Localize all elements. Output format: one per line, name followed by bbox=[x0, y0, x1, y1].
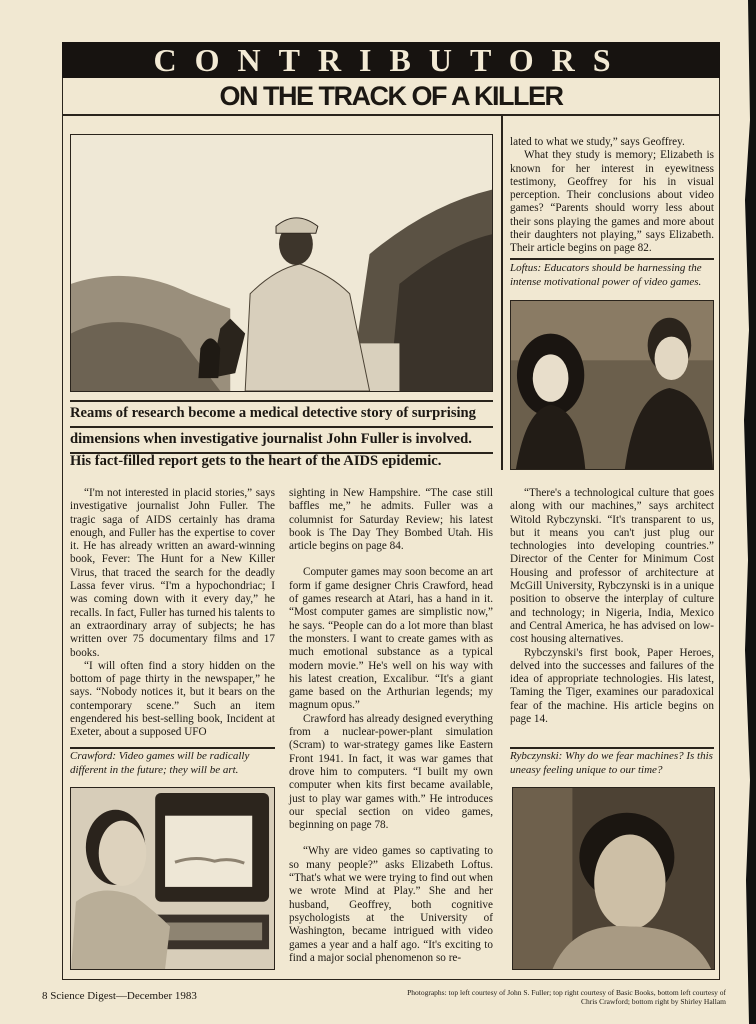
deck-line-2: dimensions when investigative journalist John Fuller is involved. bbox=[70, 431, 472, 447]
paragraph: sighting in New Hampshire. “The case still baffles me,” he admits. Fuller was a columnist for Saturday Review; his latest book is The Day They Bombed Utah. His article begins on page 84. bbox=[289, 487, 493, 553]
caption-crawford: Crawford: Video games will be radically different in the future; they will be art. bbox=[70, 750, 250, 776]
paragraph: What they study is memory; Elizabeth is known for her interest in eyewitness testimony, Geoffrey for his in visual perception. Their conclusions about video games? “Parents should worry less about their sons playing the games and more about their daughters not playing,” says Elizabeth. Their article begins on page 82. bbox=[510, 149, 714, 255]
headline: ON THE TRACK OF A KILLER bbox=[219, 81, 563, 111]
paragraph: “I will often find a story hidden on the bottom of page thirty in the newspaper,” he says. “Nobody notices it, but it bears on the contemporary scene.” Such an item engendered his best-selling book, Incident at Exeter, about a supposed UFO bbox=[70, 659, 275, 739]
caption-loftus: Loftus: Educators should be harnessing the intense motivational power of video games. bbox=[510, 262, 702, 288]
photo-john-fuller bbox=[70, 134, 493, 392]
deck-line-3: His fact-filled report gets to the heart of the AIDS epidemic. bbox=[70, 453, 442, 469]
caption-rule-crawford bbox=[70, 747, 275, 749]
photo-crawford bbox=[70, 787, 275, 970]
photo-loftus bbox=[510, 300, 714, 470]
headline-rule bbox=[62, 114, 720, 116]
torn-edge bbox=[742, 0, 756, 1024]
caption-rule-loftus bbox=[510, 258, 714, 260]
paragraph: Computer games may soon become an art form if game designer Chris Crawford, head of games research at Atari, has a hand in it. “Most computer games are simplistic now,” he says. “People can do a lot more than blast the monsters. I want to create games with as much emotional substance as a typical modern movie.” He's well on his way with his latest creation, Excalibur. “It's a giant game based on the Arthurian legends; my magnum opus.” bbox=[289, 566, 493, 712]
column-right-top bbox=[510, 136, 714, 256]
paragraph: “I'm not interested in placid stories,” says investigative journalist John Fuller. The tragic saga of AIDS certainly has drama enough, and Fuller has the expertise to cover it. He has already written an award-winning book, Fever: The Hunt for a New Killer Virus, that traced the search for the deadly Lassa fever virus. “I'm a hypochondriac; I was coming down with it every day,” he recalls. In fact, Fuller has turned his talents to an extraordinary array of subjects; he has written over 75 documentary films and 17 books. bbox=[70, 487, 275, 659]
paragraph: “There's a technological culture that goes along with our machines,” says architect Witold Rybczynski. “It's transparent to us, but it means you can't just plug our technologies into developing countries.” Director of the Center for Minimum Cost Housing and professor of architecture at McGill University, Rybczynski is in a unique position to observe the interplay of culture and technology; in Nigeria, India, Mexico and Central America, he has advised on low-cost housing alternatives. bbox=[510, 487, 714, 646]
photo-credits: Photographs: top left courtesy of John S. Fuller; top right courtesy of Basic Books, bottom left courtesy of Chris Crawford; bottom right by Shirley Hallam bbox=[407, 988, 726, 1006]
column-3 bbox=[510, 487, 714, 726]
deck-line-1: Reams of research become a medical detective story of surprising bbox=[70, 405, 476, 421]
paragraph: “Why are video games so captivating to so many people?” asks Elizabeth Loftus. “That's what we were trying to find out when we wrote Mind at Play.” She and her husband, Geoffrey, both cognitive psychologists at the University of Washington, became intrigued with video games a year and a half ago. “It's exciting to find a major social phenomenon so re- bbox=[289, 845, 493, 964]
column-1 bbox=[70, 487, 275, 740]
column-2 bbox=[289, 487, 493, 965]
paragraph: Crawford has already designed everything from a nuclear-power-plant simulation (Scram) to war-strategy games like Eastern Front 1941. In fact, it was war games that drove him to computers. “I built my own computer when kits first became available, just to play war games with.” He introduces our special section on video games, beginning on page 78. bbox=[289, 712, 493, 832]
paragraph: Rybczynski's first book, Paper Heroes, delved into the successes and failures of the idea of appropriate technologies. His latest, Taming the Tiger, examines our paradoxical fear of the machine. His article begins on page 14. bbox=[510, 646, 714, 726]
caption-rybczynski: Rybczynski: Why do we fear machines? Is this uneasy feeling unique to our time? bbox=[510, 750, 713, 776]
caption-rule-rybczynski bbox=[510, 747, 714, 749]
section-banner: CONTRIBUTORS bbox=[62, 42, 720, 78]
photo-rybczynski bbox=[512, 787, 715, 970]
paragraph: lated to what we study,” says Geoffrey. bbox=[510, 136, 685, 148]
column-divider-top bbox=[501, 114, 503, 470]
folio: 8 Science Digest—December 1983 bbox=[42, 990, 197, 1002]
